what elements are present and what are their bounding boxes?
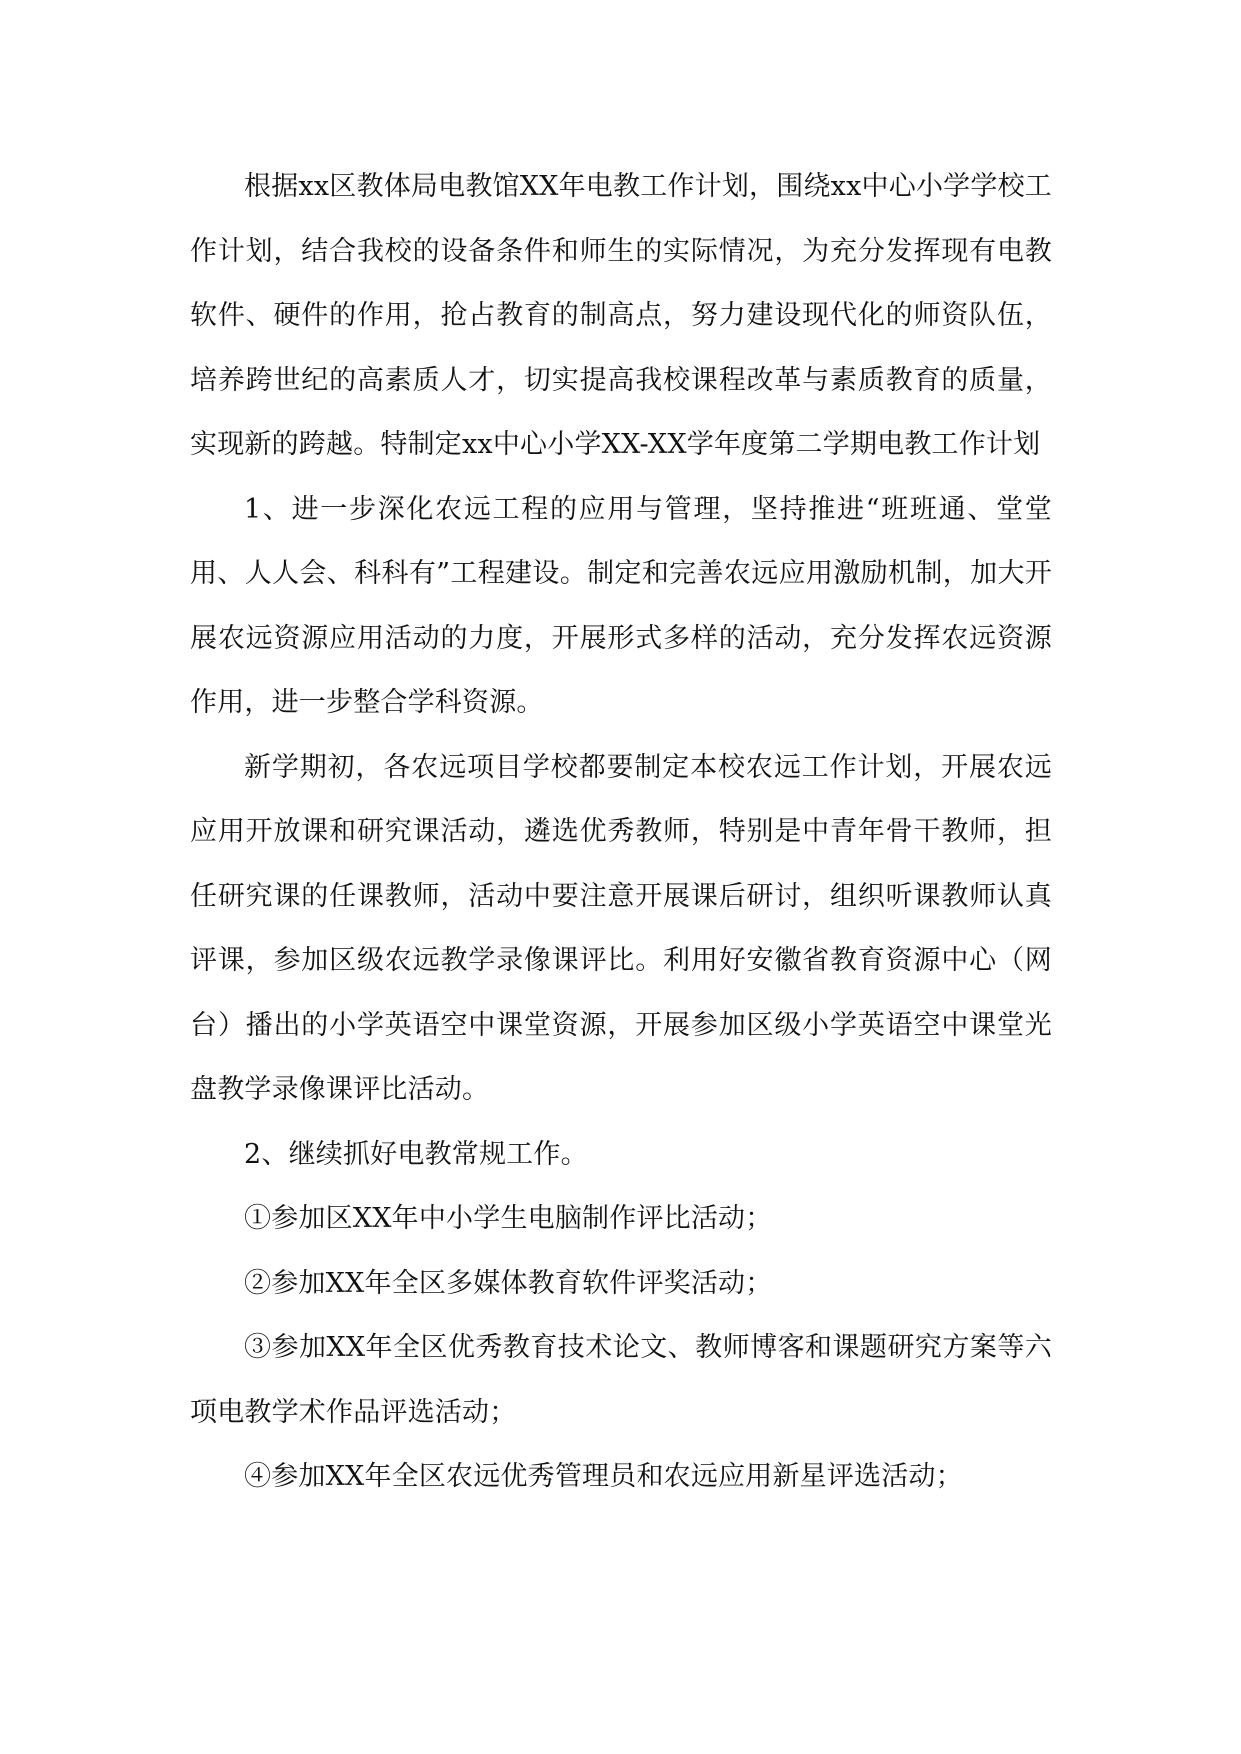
paragraph-intro: 根据xx区教体局电教馆XX年电教工作计划，围绕xx中心小学学校工作计划，结合我校的设备条件和师生的实际情况，为充分发挥现有电教软件、硬件的作用，抢占教育的制高点，努力建设现代化的师资队伍，培养跨世纪的高素质人才，切实提高我校课程改革与素质教育的质量，实现新的跨越。特制定xx中心小学XX-XX学年度第二学期电教工作计划 xyxy=(190,171,1052,460)
document-page xyxy=(190,155,1052,1510)
paragraph-item-1: 1、进一步深化农远工程的应用与管理，坚持推进“班班通、堂堂用、人人会、科科有”工程建设。制定和完善农远应用激励机制，加大开展农远资源应用活动的力度，开展形式多样的活动，充分发挥农远资源作用，进一步整合学科资源。 xyxy=(190,493,1052,718)
list-item-3: ③参加XX年全区优秀教育技术论文、教师博客和课题研究方案等六项电教学术作品评选活动； xyxy=(190,1332,1052,1428)
list-item-2: ②参加XX年全区多媒体教育软件评奖活动； xyxy=(244,1267,773,1299)
list-item-4: ④参加XX年全区农远优秀管理员和农远应用新星评选活动； xyxy=(244,1461,963,1492)
paragraph-item-2: 2、继续抓好电教常规工作。 xyxy=(244,1138,588,1170)
paragraph-new-semester: 新学期初，各农远项目学校都要制定本校农远工作计划，开展农远应用开放课和研究课活动，遴选优秀教师，特别是中青年骨干教师，担任研究课的任课教师，活动中要注意开展课后研讨，组织听课教师认真评课，参加区级农远教学录像课评比。利用好安徽省教育资源中心（网台）播出的小学英语空中课堂资源，开展参加区级小学英语空中课堂光盘教学录像课评比活动。 xyxy=(190,751,1052,1105)
list-item-1: ①参加区XX年中小学生电脑制作评比活动； xyxy=(244,1203,773,1234)
